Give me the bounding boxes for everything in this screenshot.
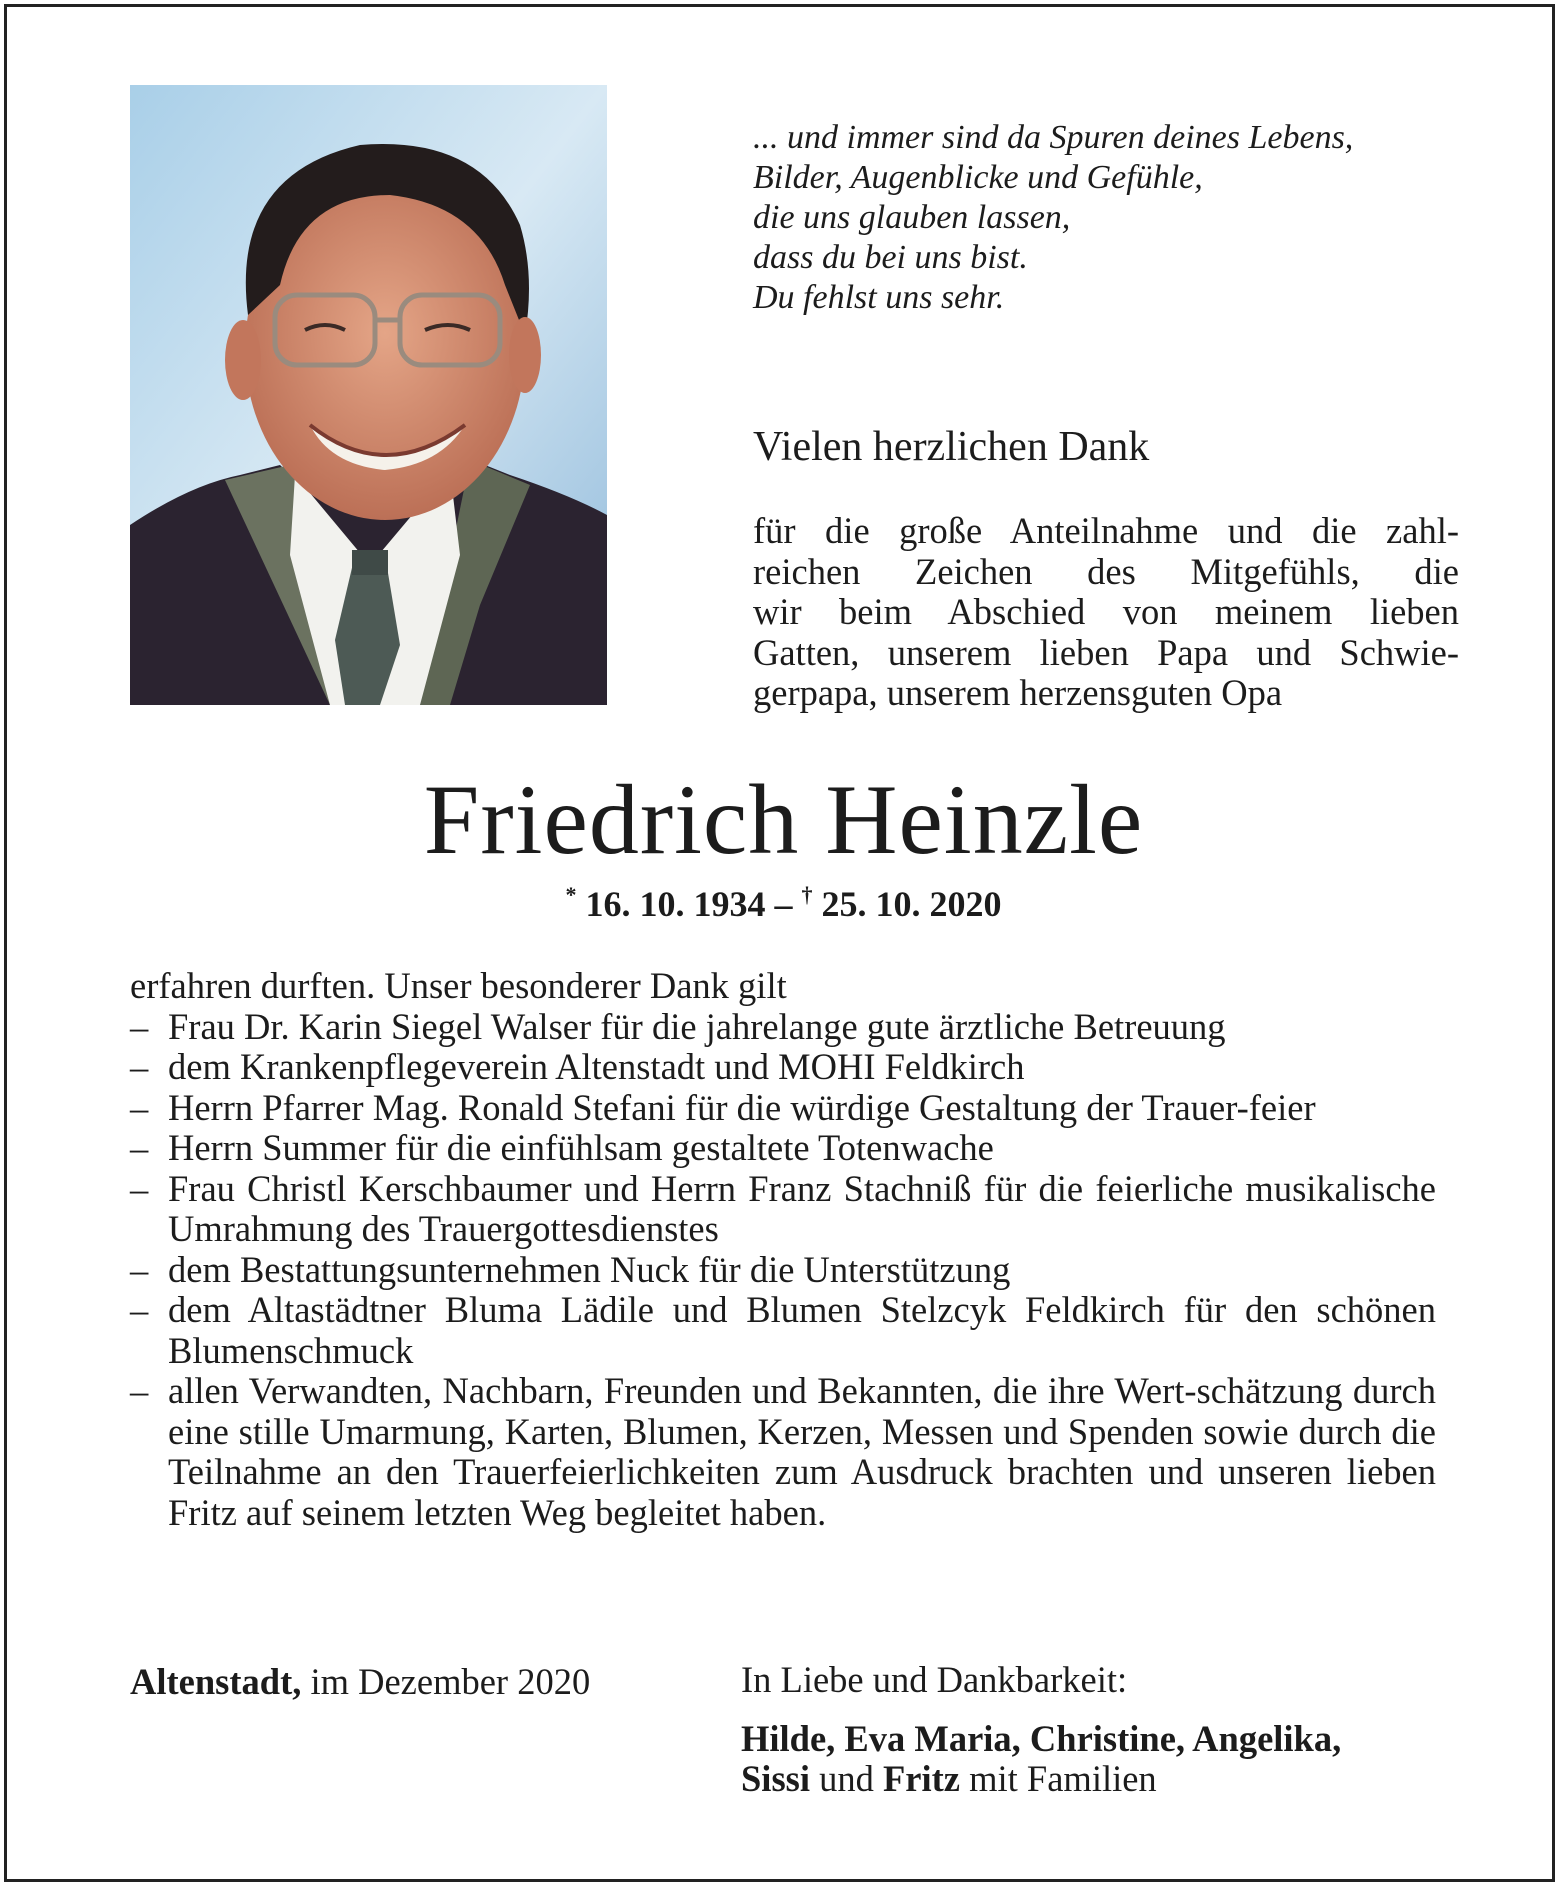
list-item <box>130 1047 1436 1088</box>
intro-paragraph <box>753 511 1459 714</box>
intro-line: gerpapa, unserem herzensguten Opa <box>753 672 1283 713</box>
list-item-text: dem Bestattungsunternehmen Nuck für die Unterstützung <box>168 1248 1011 1290</box>
signoff <box>741 1660 1481 1800</box>
poem-line: Du fehlst uns sehr. <box>753 279 1005 316</box>
list-item <box>130 1169 1436 1250</box>
lead-text: erfahren durften. Unser besonderer Dank gilt <box>130 965 787 1006</box>
life-dates <box>0 882 1567 925</box>
place-and-date <box>130 1660 590 1703</box>
list-item <box>130 1371 1436 1533</box>
list-item-text: Frau Christl Kerschbaumer und Herrn Franz Stachniß für die feierliche musikalische Umrahmung des Trauergottesdienstes <box>168 1167 1436 1249</box>
list-item-text: dem Altastädtner Bluma Lädile und Blumen Stelzcyk Feldkirch für den schönen Blumenschmuck <box>168 1289 1436 1371</box>
date-separator: – <box>774 884 793 924</box>
list-dash: – <box>130 1167 149 1209</box>
deceased-name: Friedrich Heinzle <box>423 764 1144 875</box>
list-dash: – <box>130 1127 149 1168</box>
list-item-text: Herrn Pfarrer Mag. Ronald Stefani für die würdige Gestaltung der Trauer-feier <box>168 1086 1316 1128</box>
portrait-photo <box>130 85 607 705</box>
intro-line: für die große Anteilnahme und die zahl- <box>753 510 1459 551</box>
list-item-text: Frau Dr. Karin Siegel Walser für die jahrelange gute ärztliche Betreuung <box>168 1005 1226 1047</box>
list-item <box>130 1128 1436 1169</box>
name-sissi: Sissi <box>741 1758 810 1799</box>
word-und: und <box>819 1758 874 1799</box>
intro-line: Gatten, unserem lieben Papa und Schwie- <box>753 631 1459 673</box>
intro-line: wir beim Abschied von meinem lieben <box>753 591 1459 632</box>
list-dash: – <box>130 1248 149 1290</box>
family-names-continued <box>741 1759 1481 1800</box>
poem-line: die uns glauben lassen, <box>753 199 1071 236</box>
family-names: Hilde, Eva Maria, Christine, Angelika, <box>741 1717 1342 1759</box>
list-item-text: Herrn Summer für die einfühlsam gestaltete Totenwache <box>168 1127 994 1168</box>
birth-symbol: * <box>565 882 577 907</box>
poem <box>753 118 1473 318</box>
signoff-suffix: mit Familien <box>969 1758 1157 1799</box>
list-dash: – <box>130 1370 149 1411</box>
poem-line: dass du bei uns bist. <box>753 239 1028 276</box>
list-item-text: dem Krankenpflegeverein Altenstadt und MOHI Feldkirch <box>168 1046 1025 1087</box>
name-fritz: Fritz <box>883 1758 960 1799</box>
list-dash: – <box>130 1289 149 1330</box>
thanks-body <box>130 966 1436 1533</box>
list-item <box>130 1250 1436 1291</box>
intro-line: reichen Zeichen des Mitgefühls, die <box>753 550 1459 592</box>
poem-line: ... und immer sind da Spuren deines Lebens, <box>753 119 1354 156</box>
death-date: 25. 10. 2020 <box>821 884 1002 924</box>
place-town: Altenstadt, <box>130 1661 302 1702</box>
birth-date: 16. 10. 1934 <box>585 884 766 924</box>
list-dash: – <box>130 1005 149 1047</box>
list-item <box>130 1290 1436 1371</box>
thanks-list <box>130 1007 1436 1534</box>
death-symbol: † <box>801 882 813 907</box>
portrait-image <box>130 85 607 705</box>
signoff-phrase: In Liebe und Dankbarkeit: <box>741 1659 1128 1700</box>
list-item <box>130 1007 1436 1048</box>
list-item <box>130 1088 1436 1129</box>
list-dash: – <box>130 1086 149 1128</box>
list-dash: – <box>130 1046 149 1087</box>
thanks-heading: Vielen herzlichen Dank <box>753 424 1150 470</box>
poem-line: Bilder, Augenblicke und Gefühle, <box>753 159 1203 196</box>
place-date: im Dezember 2020 <box>310 1661 591 1702</box>
list-item-text: allen Verwandten, Nachbarn, Freunden und Bekannten, die ihre Wert-schätzung durch eine stille Umarmung, Karten, Blumen, Kerzen, Messen und Spenden sowie durch die Teilnahme an den Trauerfeierlichkeiten zum Ausdruck brachten und unseren lieben Fritz auf seinem letzten Weg begleitet haben. <box>168 1370 1436 1533</box>
